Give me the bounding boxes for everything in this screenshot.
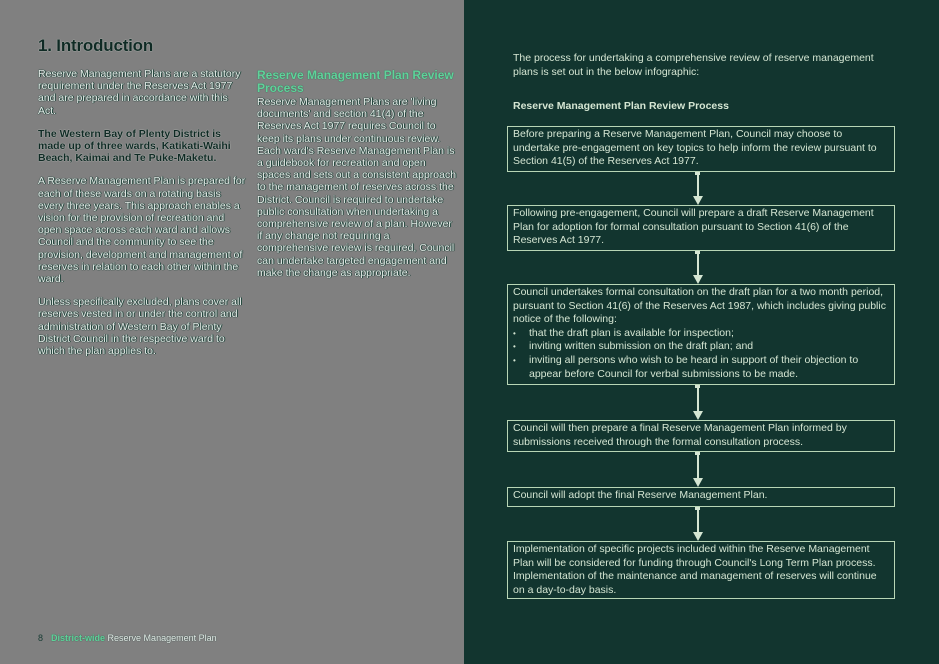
- intro-paragraph-3: A Reserve Management Plan is prepared for each of these wards on a rotating basis every three years. This approach enables a vision for the provision of recreation and open space across each ward and allows Council and the community to see the provision, development and management of reserves in relation to each other within the ward.: [38, 175, 246, 286]
- bullet-item: • that the draft plan is available for inspection;: [513, 327, 889, 341]
- step-bullet-list: [513, 327, 889, 381]
- arrow-down-icon: [693, 507, 703, 541]
- process-step-4: [507, 420, 895, 452]
- infographic-heading: Reserve Management Plan Review Process: [513, 100, 729, 112]
- arrow-down-icon: [693, 452, 703, 487]
- process-step-2: [507, 205, 895, 251]
- review-process-column: [257, 69, 457, 279]
- step-text: Following pre-engagement, Council will prepare a draft Reserve Management Plan for adoption for formal consultation pursuant to Section 41(6) of the Reserves Act 1977.: [513, 207, 874, 247]
- review-process-heading: Reserve Management Plan Review Process: [257, 68, 454, 95]
- page-title: 1. Introduction: [38, 36, 154, 55]
- step-text: Implementation of specific projects included within the Reserve Management Plan will be considered for funding through Council's Long Term Plan process. Implementation of the maintenance and management of reserves will continue on a day-to-day basis.: [513, 543, 877, 596]
- process-step-1: [507, 126, 895, 172]
- arrow-down-icon: [693, 172, 703, 205]
- step-text: Council will then prepare a final Reserve Management Plan informed by submissions received through the formal consultation process.: [513, 422, 847, 448]
- intro-column: [38, 68, 246, 368]
- intro-paragraph-2: The Western Bay of Plenty District is made up of three wards, Katikati-Waihi Beach, Kaimai and Te Puke-Maketu.: [38, 127, 231, 165]
- process-step-3: [507, 284, 895, 385]
- step-text: Before preparing a Reserve Management Plan, Council may choose to undertake pre-engagement on key topics to help inform the review pursuant to Section 41(5) of the Reserves Act 1977.: [513, 128, 877, 168]
- bullet-item: • inviting written submission on the draft plan; and: [513, 340, 889, 354]
- process-step-5: [507, 487, 895, 507]
- step-text: Council undertakes formal consultation on the draft plan for a two month period, pursuant to Section 41(6) of the Reserves Act 1987, which includes giving public notice of the following:: [513, 286, 886, 326]
- step-text: Council will adopt the final Reserve Management Plan.: [513, 489, 768, 501]
- footer-doc-accent: District-wide: [51, 633, 106, 643]
- intro-paragraph-1: Reserve Management Plans are a statutory requirement under the Reserves Act 1977 and are prepared in accordance with this Act.: [38, 68, 241, 117]
- page-footer: [38, 633, 217, 643]
- intro-paragraph-4: Unless specifically excluded, plans cover all reserves vested in or under the control and administration of Western Bay of Plenty District Council in the respective ward to which the plan applies to.: [38, 296, 242, 358]
- page-number: 8: [38, 633, 44, 643]
- arrow-down-icon: [693, 385, 703, 420]
- footer-doc-title: Reserve Management Plan: [107, 633, 217, 643]
- left-page: [0, 0, 464, 664]
- arrow-down-icon: [693, 251, 703, 284]
- process-step-6: [507, 541, 895, 599]
- review-process-paragraph: Reserve Management Plans are 'living documents' and section 41(4) of the Reserves Act 1977 requires Council to keep its plans under continuous review. Each ward's Reserve Management Plan is a guidebook for recreation and open spaces and sets out a consistent approach to the management of reserves across the District. Council is required to undertake public consultation when undertaking a comprehensive review of a plan. However if any change not requiring a comprehensive review is required, Council can undertake targeted engagement and make the change as appropriate.: [257, 96, 457, 279]
- infographic-intro: The process for undertaking a comprehensive review of reserve management plans is set out in the below infographic:: [513, 52, 874, 78]
- bullet-item: • inviting all persons who wish to be heard in support of their objection to appear before Council for verbal submissions to be made.: [513, 354, 889, 381]
